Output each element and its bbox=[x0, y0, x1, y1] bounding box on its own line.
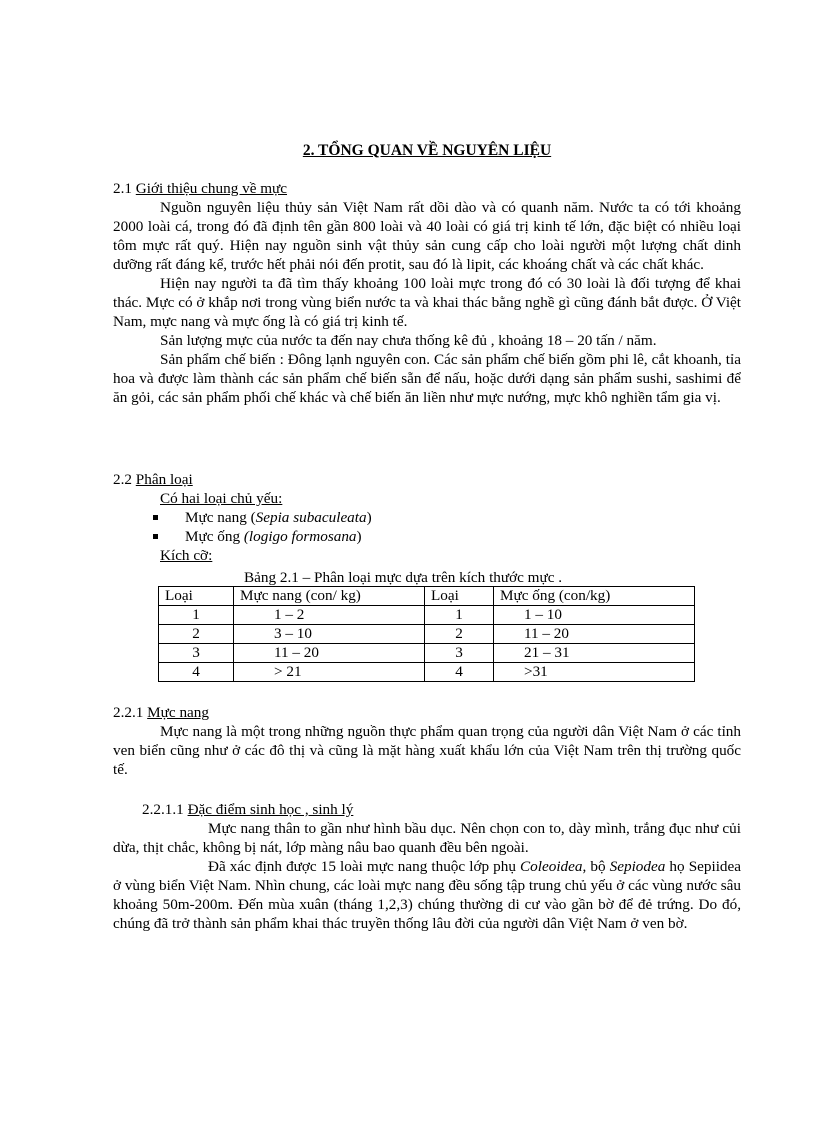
table-header: Loại bbox=[425, 587, 494, 606]
table-cell: 2 bbox=[425, 625, 494, 644]
section-heading bbox=[113, 179, 741, 198]
section-title: Phân loại bbox=[135, 471, 193, 488]
paragraph: Sản phẩm chế biến : Đông lạnh nguyên con. Các sản phẩm chế biến gồm phi lê, cắt khoanh, tỉa hoa và được làm thành các sản phẩm chế biến sẵn để nấu, hoặc dưới dạng sản phẩm sushi, sashimi để ăn gỏi, các sản phẩm phối chế khác và chế biến ăn liền như mực nướng, mực khô nghiền tẩm gia vị. bbox=[113, 351, 741, 406]
item-text: Mực nang ( bbox=[185, 509, 256, 526]
text-run: , bộ bbox=[582, 858, 610, 875]
table-header: Mực nang (con/ kg) bbox=[234, 587, 425, 606]
italic-run: Coleoidea bbox=[520, 858, 583, 875]
paragraph: Nguồn nguyên liệu thủy sản Việt Nam rất dồi dào và có quanh năm. Nước ta có tới khoảng 2000 loài cá, trong đó đã định tên gần 800 loài và 40 loài có giá trị kinh tế lớn, đặc biệt có nhiều loại tôm mực rất quý. Hiện nay nguồn sinh vật thủy sản cung cấp cho loài người một lượng chất dinh dưỡng rất đáng kể, trước hết phải nói đến protit, sau đó là lipit, các khoáng chất và các chất khác. bbox=[113, 199, 741, 273]
table-cell: >31 bbox=[494, 663, 695, 682]
section-2-2 bbox=[113, 470, 741, 565]
table-cell: > 21 bbox=[234, 663, 425, 682]
table-cell: 4 bbox=[159, 663, 234, 682]
section-number: 2.2.1 bbox=[113, 704, 148, 721]
section-heading bbox=[113, 703, 741, 722]
bullet-icon bbox=[153, 515, 158, 520]
table-cell: 11 – 20 bbox=[234, 644, 425, 663]
italic-run: Sepiodea bbox=[609, 858, 666, 875]
table-cell: 3 bbox=[425, 644, 494, 663]
table-cell: 1 – 2 bbox=[234, 606, 425, 625]
subheading-text: Có hai loại chủ yếu: bbox=[160, 490, 283, 507]
section-heading bbox=[113, 800, 741, 819]
table-cell: 1 – 10 bbox=[494, 606, 695, 625]
section-title: Mực nang bbox=[147, 704, 209, 721]
table-row bbox=[159, 606, 695, 625]
bullet-list bbox=[113, 508, 741, 546]
table-cell: 3 – 10 bbox=[234, 625, 425, 644]
paragraph: Mực nang thân to gần như hình bầu dục. Nên chọn con to, dày mình, trắng đục như củi dừa, thịt chắc, không bị nát, lớp màng nâu bao quanh đều bên ngoài. bbox=[113, 820, 741, 856]
subheading-text: Kích cỡ: bbox=[160, 547, 213, 564]
section-2-1 bbox=[113, 179, 741, 407]
section-2-2-1-1 bbox=[113, 800, 741, 933]
subheading bbox=[113, 489, 741, 508]
section-title: Giới thiệu chung về mực bbox=[135, 180, 288, 197]
item-italic: (logigo formosana bbox=[243, 528, 357, 545]
table-row bbox=[159, 625, 695, 644]
table-cell: 1 bbox=[425, 606, 494, 625]
item-italic: Sepia subaculeata bbox=[255, 509, 367, 526]
table-cell: 1 bbox=[159, 606, 234, 625]
text-run: họ Sepiidea ở vùng biển Việt Nam. Nhìn chung, các loài mực nang đều sống tập trung chủ yếu ở các vùng nước sâu khoảng 50m-200m. Đến mùa xuân (tháng 1,2,3) chúng thường di cư vào gần bờ để đẻ trứng. Do đó, chúng đã trở thành sản phẩm khai thác truyền thống lâu đời của người dân Việt Nam ở ven bờ. bbox=[113, 858, 741, 932]
section-heading bbox=[113, 470, 741, 489]
page-title: 2. TỔNG QUAN VỀ NGUYÊN LIỆU bbox=[302, 142, 552, 159]
table-header-row bbox=[159, 587, 695, 606]
list-item bbox=[113, 508, 741, 527]
table-cell: 11 – 20 bbox=[494, 625, 695, 644]
table-cell: 3 bbox=[159, 644, 234, 663]
item-text: ) bbox=[366, 509, 372, 526]
table-row bbox=[159, 663, 695, 682]
section-number: 2.1 bbox=[113, 180, 136, 197]
subheading bbox=[113, 546, 741, 565]
table-header: Loại bbox=[159, 587, 234, 606]
table-cell: 2 bbox=[159, 625, 234, 644]
size-table bbox=[158, 586, 695, 682]
paragraph bbox=[113, 857, 741, 933]
paragraph: Sản lượng mực của nước ta đến nay chưa thống kê đủ , khoảng 18 – 20 tấn / năm. bbox=[160, 332, 657, 349]
item-text: ) bbox=[356, 528, 362, 545]
item-text: Mực ống bbox=[185, 528, 244, 545]
section-number: 2.2.1.1 bbox=[142, 801, 188, 818]
table-cell: 4 bbox=[425, 663, 494, 682]
table-caption: Bảng 2.1 – Phân loại mực dựa trên kích thước mực . bbox=[244, 569, 563, 586]
list-item bbox=[113, 527, 741, 546]
table-header: Mực ống (con/kg) bbox=[494, 587, 695, 606]
bullet-icon bbox=[153, 534, 158, 539]
text-run: Đã xác định được 15 loài mực nang thuộc lớp phụ bbox=[208, 858, 521, 875]
section-2-2-1 bbox=[113, 703, 741, 779]
table-row bbox=[159, 644, 695, 663]
section-number: 2.2 bbox=[113, 471, 136, 488]
paragraph: Mực nang là một trong những nguồn thực phẩm quan trọng của người dân Việt Nam ở các tỉnh ven biển cũng như ở các đô thị và cũng là mặt hàng xuất khẩu lớn của Việt Nam trên thị trường quốc tế. bbox=[113, 723, 741, 778]
table-cell: 21 – 31 bbox=[494, 644, 695, 663]
paragraph: Hiện nay người ta đã tìm thấy khoảng 100 loài mực trong đó có 30 loài là đối tượng để khai thác. Mực có ở khắp nơi trong vùng biển nước ta và khai thác bằng nghề gì cũng đánh bắt được. Ở Việt Nam, mực nang và mực ống là có giá trị kinh tế. bbox=[113, 275, 741, 330]
section-title: Đặc điểm sinh học , sinh lý bbox=[187, 801, 354, 818]
